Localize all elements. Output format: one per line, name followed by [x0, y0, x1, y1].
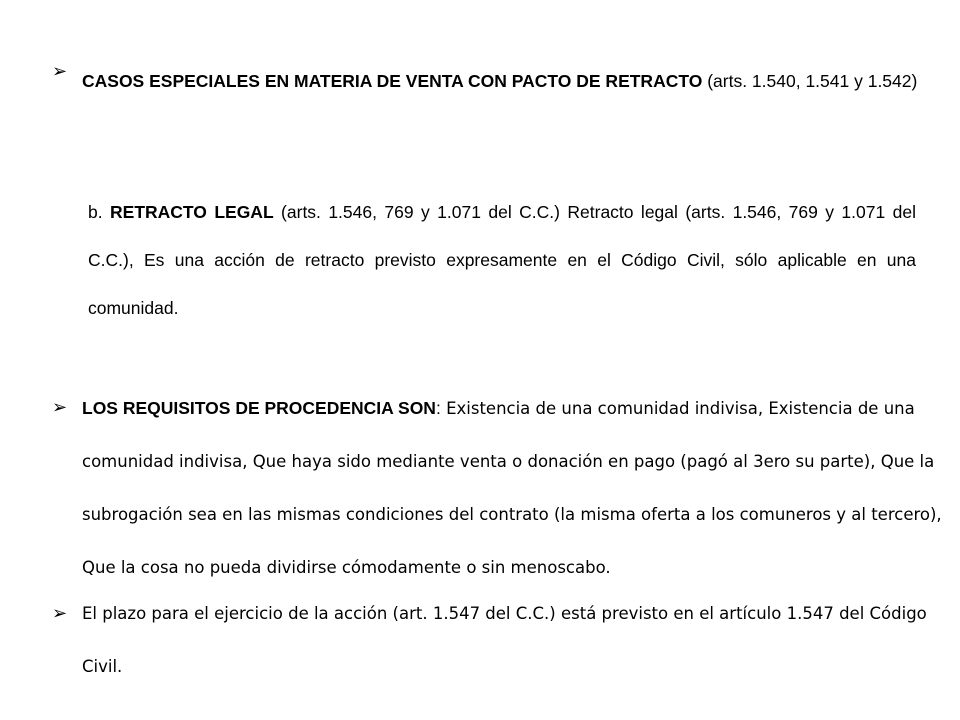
section-casos-especiales: [82, 56, 942, 106]
section-heading: LOS REQUISITOS DE PROCEDENCIA SON: [82, 398, 436, 418]
arrow-bullet-icon: ➢: [52, 61, 68, 82]
arrow-bullet-icon: ➢: [52, 397, 68, 418]
item-prefix: b.: [88, 202, 111, 222]
arrow-bullet-icon: ➢: [52, 603, 68, 624]
section-heading: RETRACTO LEGAL: [110, 202, 274, 222]
section-reference: (arts. 1.540, 1.541 y 1.542): [702, 71, 918, 91]
heading-colon: :: [435, 398, 441, 418]
section-retracto-legal: [88, 188, 916, 332]
section-heading: CASOS ESPECIALES EN MATERIA DE VENTA CON PACTO DE RETRACTO: [82, 71, 703, 91]
section-body: Existencia de una comunidad indivisa, Existencia de una comunidad indivisa, Que haya sido mediante venta o donación en pago (pagó al 3ero su parte), Que la subrogación sea en las mismas condiciones del contrato (la misma oferta a los comuneros y al tercero), Que la cosa no pueda dividirse cómodamente o sin menoscabo.: [82, 399, 942, 577]
section-plazo: [82, 587, 942, 693]
section-body: (arts. 1.546, 769 y 1.071 del C.C.) Retracto legal (arts. 1.546, 769 y 1.071 del C.C.), Es una acción de retracto previsto expresamente en el Código Civil, sólo aplicable en una comunidad.: [88, 202, 916, 318]
section-body: El plazo para el ejercicio de la acción (art. 1.547 del C.C.) está previsto en el artículo 1.547 del Código Civil.: [82, 604, 927, 676]
section-requisitos: [82, 382, 942, 594]
